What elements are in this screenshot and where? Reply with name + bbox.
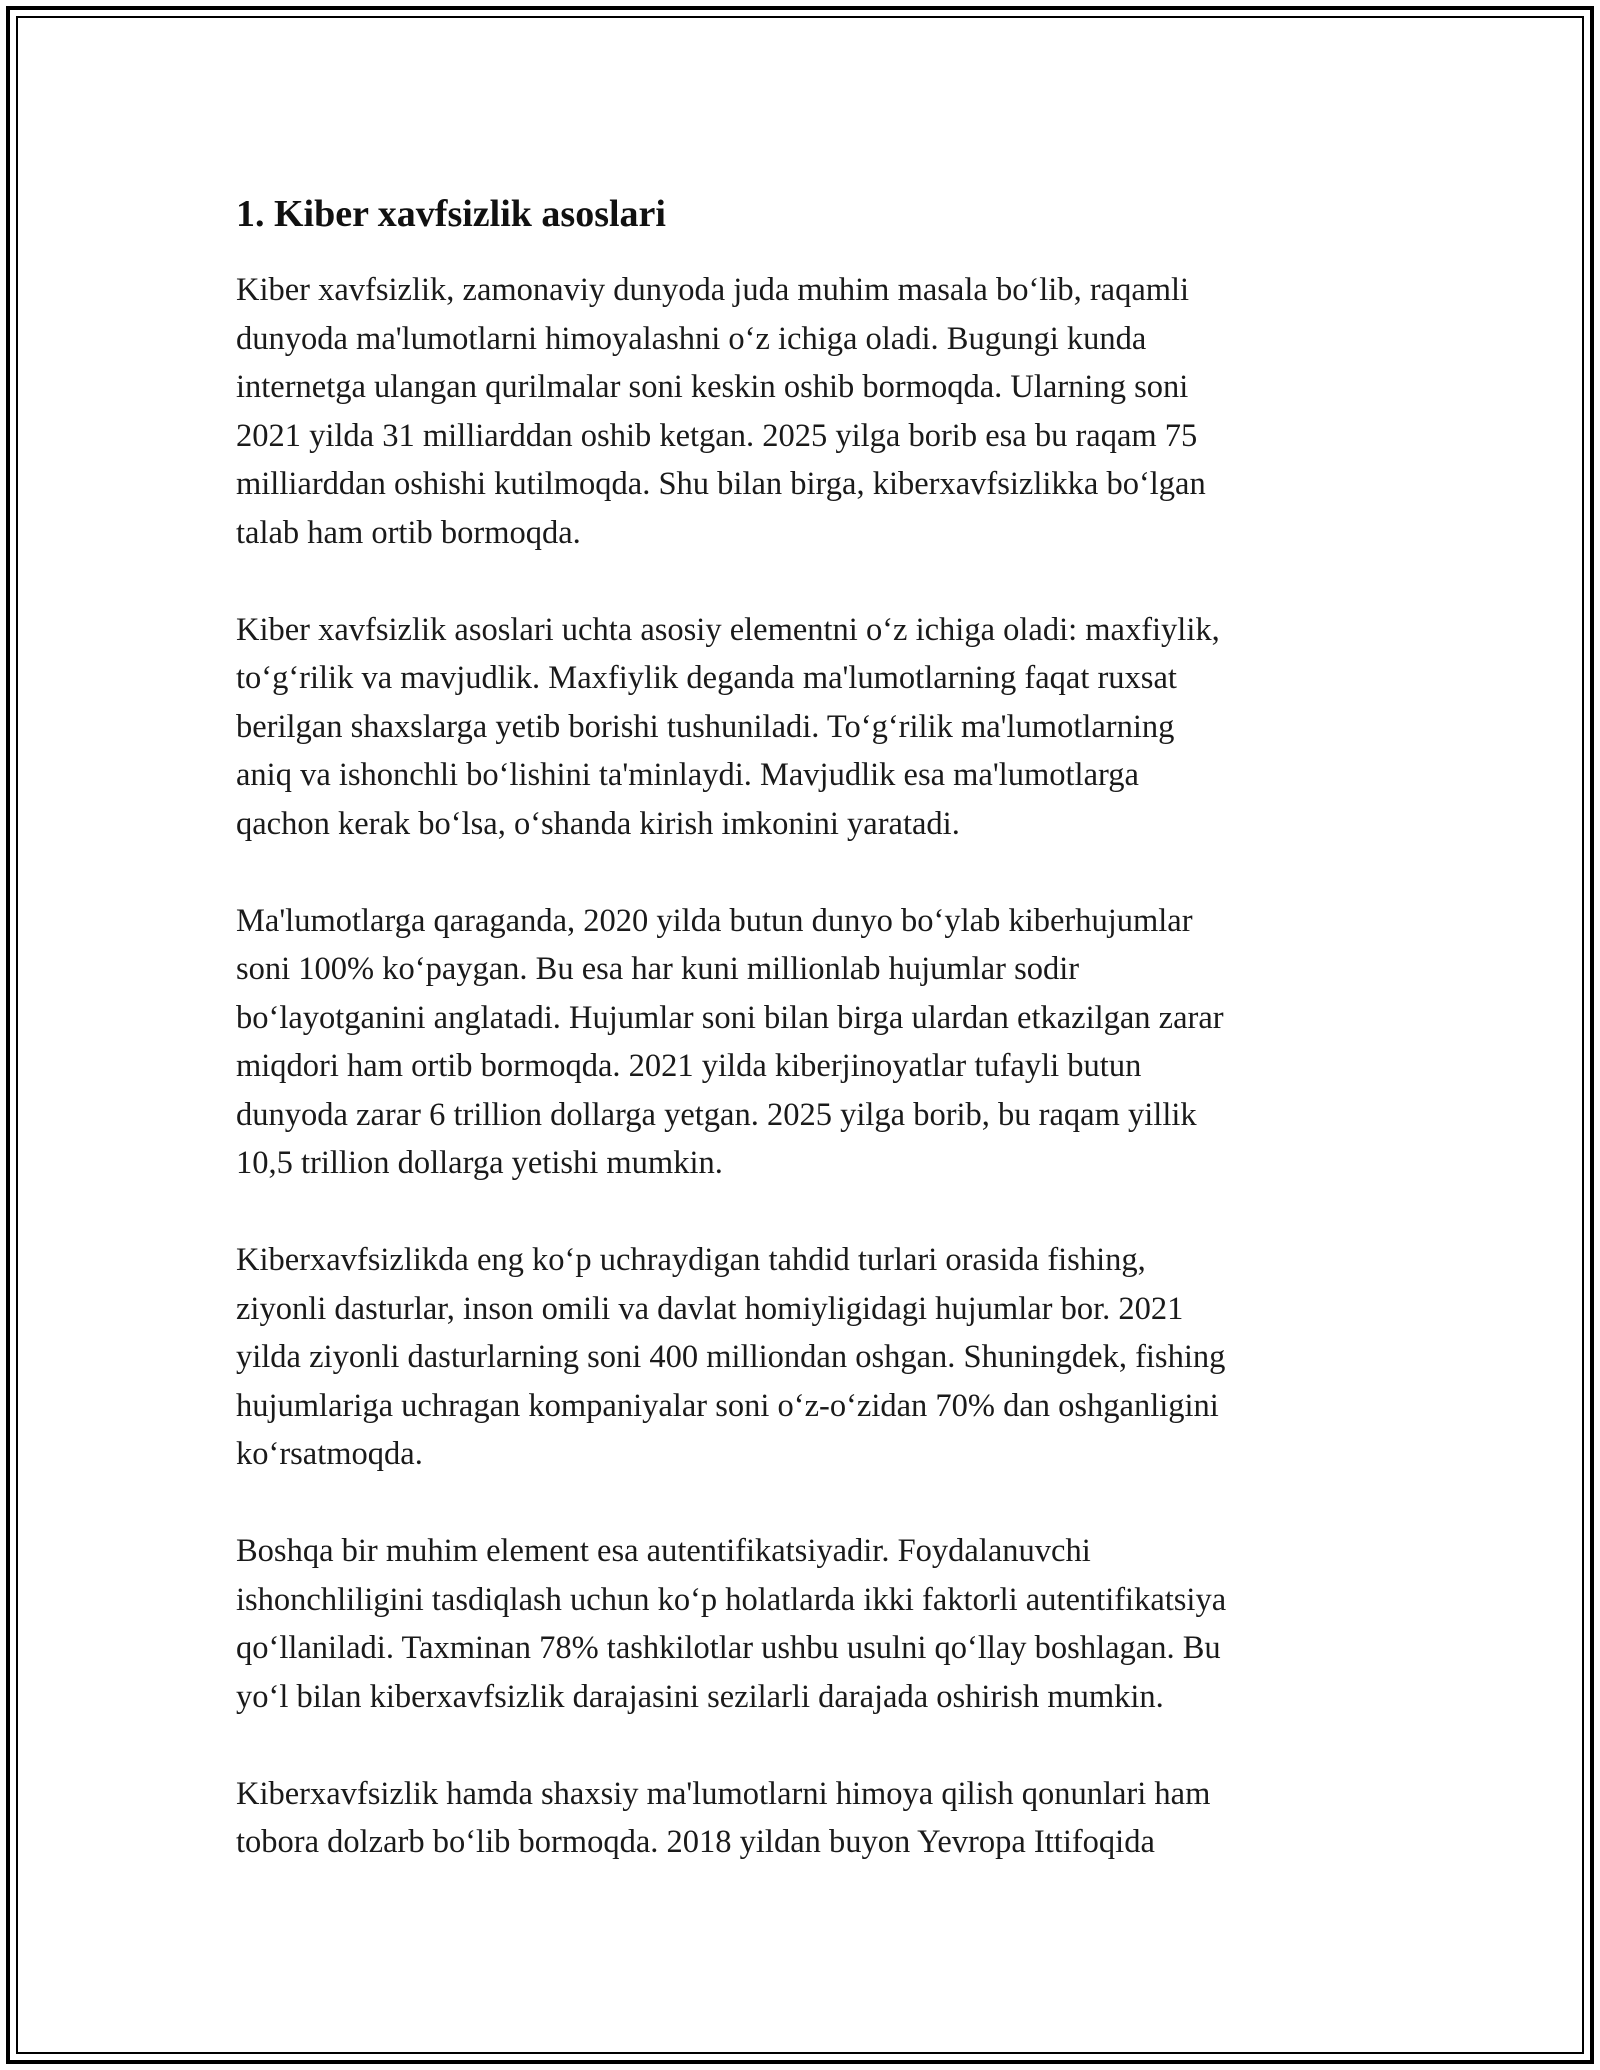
text-line: Ma'lumotlarga qaraganda, 2020 yilda butun dunyo boʻylab kiberhujumlar xyxy=(236,902,1193,939)
text-line: Kiber xavfsizlik, zamonaviy dunyoda juda muhim masala boʻlib, raqamli xyxy=(236,272,1190,308)
text-line: ishonchliligini tasdiqlash uchun koʻp holatlarda ikki faktorli autentifikatsiya xyxy=(236,1581,1227,1618)
text-line: boʻlayotganini anglatadi. Hujumlar soni bilan birga ulardan etkazilgan zarar xyxy=(236,999,1224,1036)
text-line: berilgan shaxslarga yetib borishi tushuniladi. Toʻgʻrilik ma'lumotlarning xyxy=(236,708,1175,745)
text-line: ziyonli dasturlar, inson omili va davlat homiyligidagi hujumlar bor. 2021 xyxy=(236,1290,1184,1327)
text-line: Kiber xavfsizlik asoslari uchta asosiy elementni oʻz ichiga oladi: maxfiylik, xyxy=(236,611,1220,648)
text-line: dunyoda zarar 6 trillion dollarga yetgan. 2025 yilga borib, bu raqam yillik xyxy=(236,1096,1197,1133)
text-line: dunyoda ma'lumotlarni himoyalashni oʻz ichiga oladi. Bugungi kunda xyxy=(236,320,1147,357)
text-line: hujumlariga uchragan kompaniyalar soni oʻz-oʻzidan 70% dan oshganligini xyxy=(236,1387,1219,1424)
text-line: aniq va ishonchli boʻlishini ta'minlaydi. Mavjudlik esa ma'lumotlarga xyxy=(236,757,1139,793)
text-line: talab ham ortib bormoqda. xyxy=(236,514,581,551)
paragraph-attack-statistics xyxy=(236,897,1366,1188)
document-body xyxy=(236,186,1366,1915)
paragraph-threat-types xyxy=(236,1236,1366,1479)
text-line: 10,5 trillion dollarga yetishi mumkin. xyxy=(236,1145,723,1181)
paragraph-core-elements xyxy=(236,606,1366,849)
text-line: internetga ulangan qurilmalar soni keskin oshib bormoqda. Ularning soni xyxy=(236,369,1189,405)
text-line: toʻgʻrilik va mavjudlik. Maxfiylik deganda ma'lumotlarning faqat ruxsat xyxy=(236,660,1177,696)
text-line: Boshqa bir muhim element esa autentifikatsiyadir. Foydalanuvchi xyxy=(236,1533,1091,1569)
text-line: Kiberxavfsizlikda eng koʻp uchraydigan tahdid turlari orasida fishing, xyxy=(236,1242,1146,1278)
text-line: yoʻl bilan kiberxavfsizlik darajasini sezilarli darajada oshirish mumkin. xyxy=(236,1678,1164,1715)
text-line: Kiberxavfsizlik hamda shaxsiy ma'lumotlarni himoya qilish qonunlari ham xyxy=(236,1775,1211,1812)
text-line: miqdori ham ortib bormoqda. 2021 yilda kiberjinoyatlar tufayli butun xyxy=(236,1048,1142,1084)
text-line: qoʻllaniladi. Taxminan 78% tashkilotlar ushbu usulni qoʻllay boshlagan. Bu xyxy=(236,1630,1221,1666)
paragraph-intro xyxy=(236,266,1366,557)
text-line: qachon kerak boʻlsa, oʻshanda kirish imkonini yaratadi. xyxy=(236,805,960,842)
paragraph-legislation xyxy=(236,1770,1366,1867)
text-line: yilda ziyonli dasturlarning soni 400 milliondan oshgan. Shuningdek, fishing xyxy=(236,1339,1226,1375)
paragraph-authentication xyxy=(236,1527,1366,1721)
text-line: koʻrsatmoqda. xyxy=(236,1436,423,1472)
section-title: 1. Kiber xavfsizlik asoslari xyxy=(236,193,666,235)
text-line: milliarddan oshishi kutilmoqda. Shu bilan birga, kiberxavfsizlikka boʻlgan xyxy=(236,466,1206,502)
text-line: 2021 yilda 31 milliarddan oshib ketgan. 2025 yilga borib esa bu raqam 75 xyxy=(236,417,1198,454)
text-line: soni 100% koʻpaygan. Bu esa har kuni millionlab hujumlar sodir xyxy=(236,951,1080,987)
text-line: tobora dolzarb boʻlib bormoqda. 2018 yildan buyon Yevropa Ittifoqida xyxy=(236,1824,1155,1860)
